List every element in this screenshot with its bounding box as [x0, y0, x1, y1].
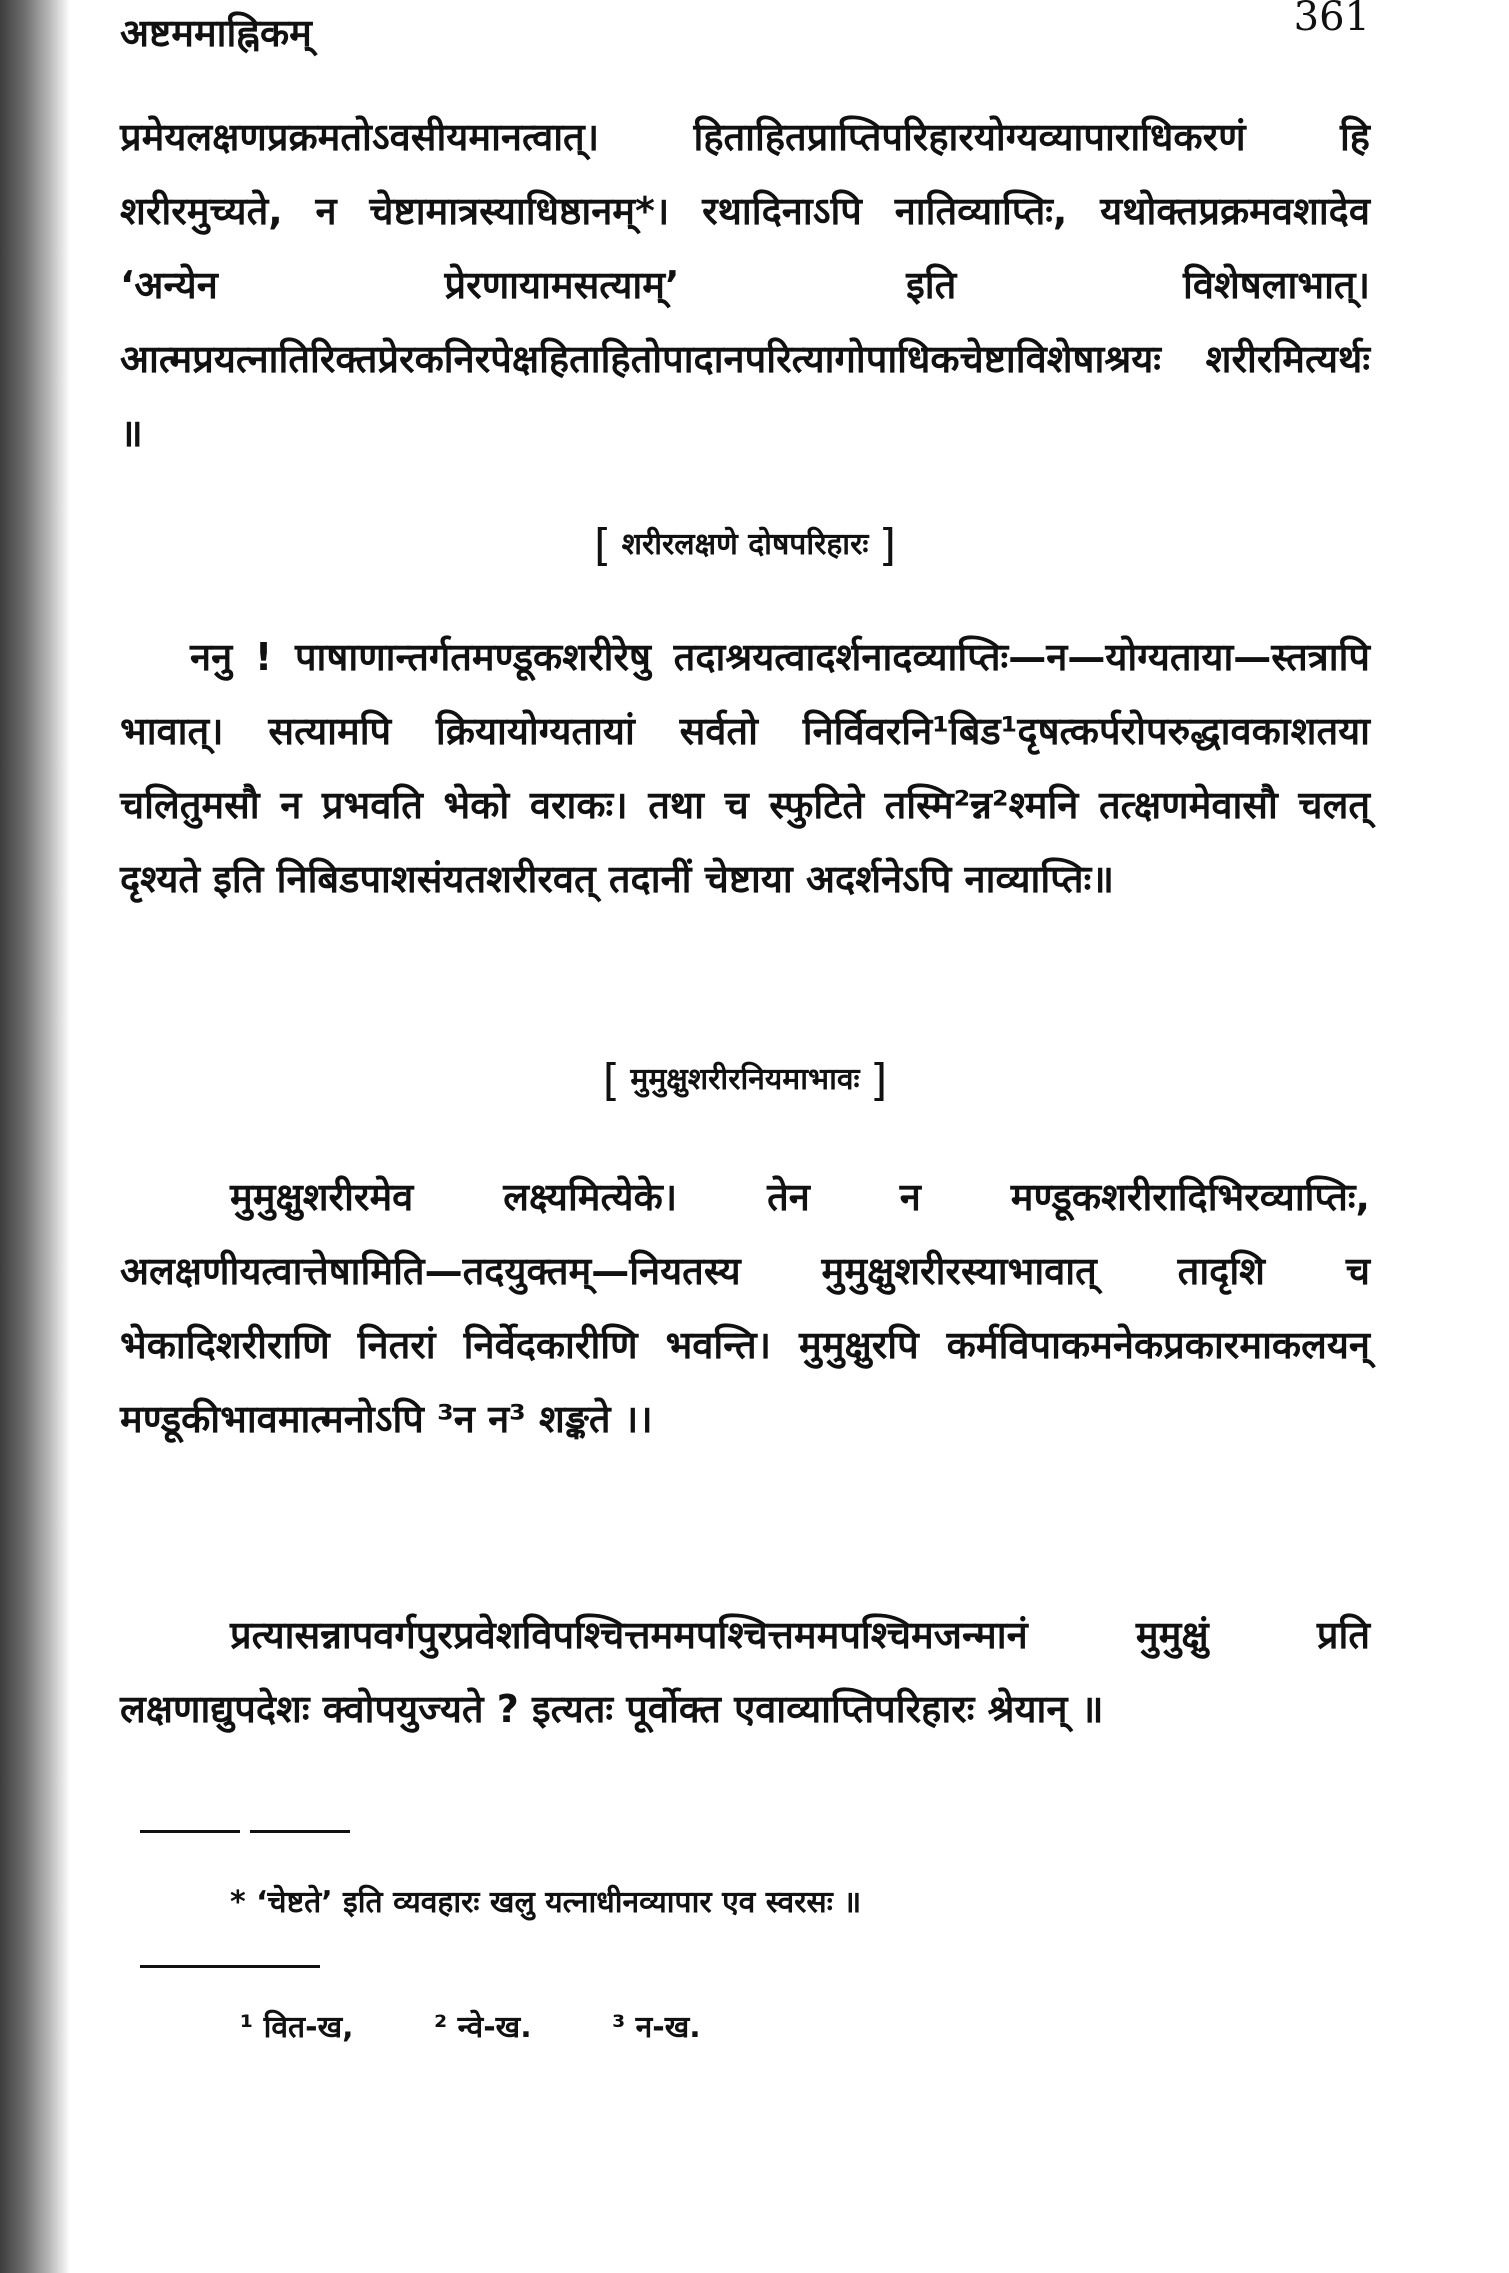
paragraph-2: ननु ! पाषाणान्तर्गतमण्डूकशरीरेषु तदाश्रयत्वादर्शनादव्याप्तिः—न—योग्यताया—स्तत्रापि भावात्। सत्यामपि क्रियायोग्यतायां सर्वतो निर्विवरनि¹बिड¹दृषत्कर्परोपरुद्धावकाशतया चलितुमसौ न प्रभवति भेको वराकः। तथा च स्फुटिते तस्मि²न्न²श्मनि तत्क्षणमेवासौ चलत् दृश्यते इति निबिडपाशसंयतशरीरवत् तदानीं चेष्टाया अदर्शनेऽपि नाव्याप्तिः॥ [120, 635, 1370, 901]
bracket-open: [ [602, 1055, 620, 1106]
bracket-open: [ [593, 520, 612, 571]
variant-reading-3: ³ न-ख. [612, 2010, 701, 2045]
bracket-close: ] [878, 520, 897, 571]
variant-reading-1: ¹ वित-ख, [240, 2010, 354, 2045]
variants-divider [140, 1965, 320, 1968]
variant-readings [240, 2005, 771, 2046]
footnote-divider [140, 1830, 240, 1833]
section-heading-1 [120, 520, 1370, 571]
book-page [120, 0, 1370, 2273]
running-head [120, 2, 1370, 72]
paragraph-4: प्रत्यासन्नापवर्गपुरप्रवेशविपश्चित्तममपश्चित्तममपश्चिमजन्मानं मुमुक्षुं प्रति लक्षणाद्युपदेशः क्वोपयुज्यते ? इत्यतः पूर्वोक्त एवाव्याप्तिपरिहारः श्रेयान् ॥ [120, 1613, 1370, 1731]
footnote-star: * ‘चेष्टते’ इति व्यवहारः खलु यत्नाधीनव्यापार एव स्वरसः ॥ [230, 1885, 862, 1920]
section-heading-2 [120, 1055, 1370, 1106]
section-heading-1-text: शरीरलक्षणे दोषपरिहारः [621, 527, 869, 562]
paragraph-3: मुमुक्षुशरीरमेव लक्ष्यमित्येके। तेन न मण्डूकशरीरादिभिरव्याप्तिः, अलक्षणीयत्वात्तेषामिति—तदयुक्तम्—नियतस्य मुमुक्षुशरीरस्याभावात् तादृशि च भेकादिशरीराणि नितरां निर्वेदकारीणि भवन्ति। मुमुक्षुरपि कर्मविपाकमनेकप्रकारमाकलयन् मण्डूकीभावमात्मनोऽपि ³न न³ शङ्कते ।। [120, 1175, 1370, 1441]
running-title: अष्टममाह्निकम् [120, 11, 312, 55]
paragraph-1: प्रमेयलक्षणप्रक्रमतोऽवसीयमानत्वात्। हिताहितप्राप्तिपरिहारयोग्यव्यापाराधिकरणं हि शरीरमुच्यते, न चेष्टामात्रस्याधिष्ठानम्*। रथादिनाऽपि नातिव्याप्तिः, यथोक्तप्रक्रमवशादेव ‘अन्येन प्रेरणायामसत्याम्’ इति विशेषलाभात्। आत्मप्रयत्नातिरिक्तप्रेरकनिरपेक्षहिताहितोपादानपरित्यागोपाधिकचेष्टाविशेषाश्रयः शरीरमित्यर्थः ॥ [120, 115, 1370, 455]
footnote-divider [250, 1830, 350, 1833]
binding-shadow [0, 0, 70, 2273]
variant-reading-2: ² न्वे-ख. [433, 2010, 532, 2045]
bracket-close: ] [870, 1055, 888, 1106]
section-heading-2-text: मुमुक्षुशरीरनियमाभावः [630, 1062, 860, 1097]
page-number: 361 [1293, 0, 1370, 40]
